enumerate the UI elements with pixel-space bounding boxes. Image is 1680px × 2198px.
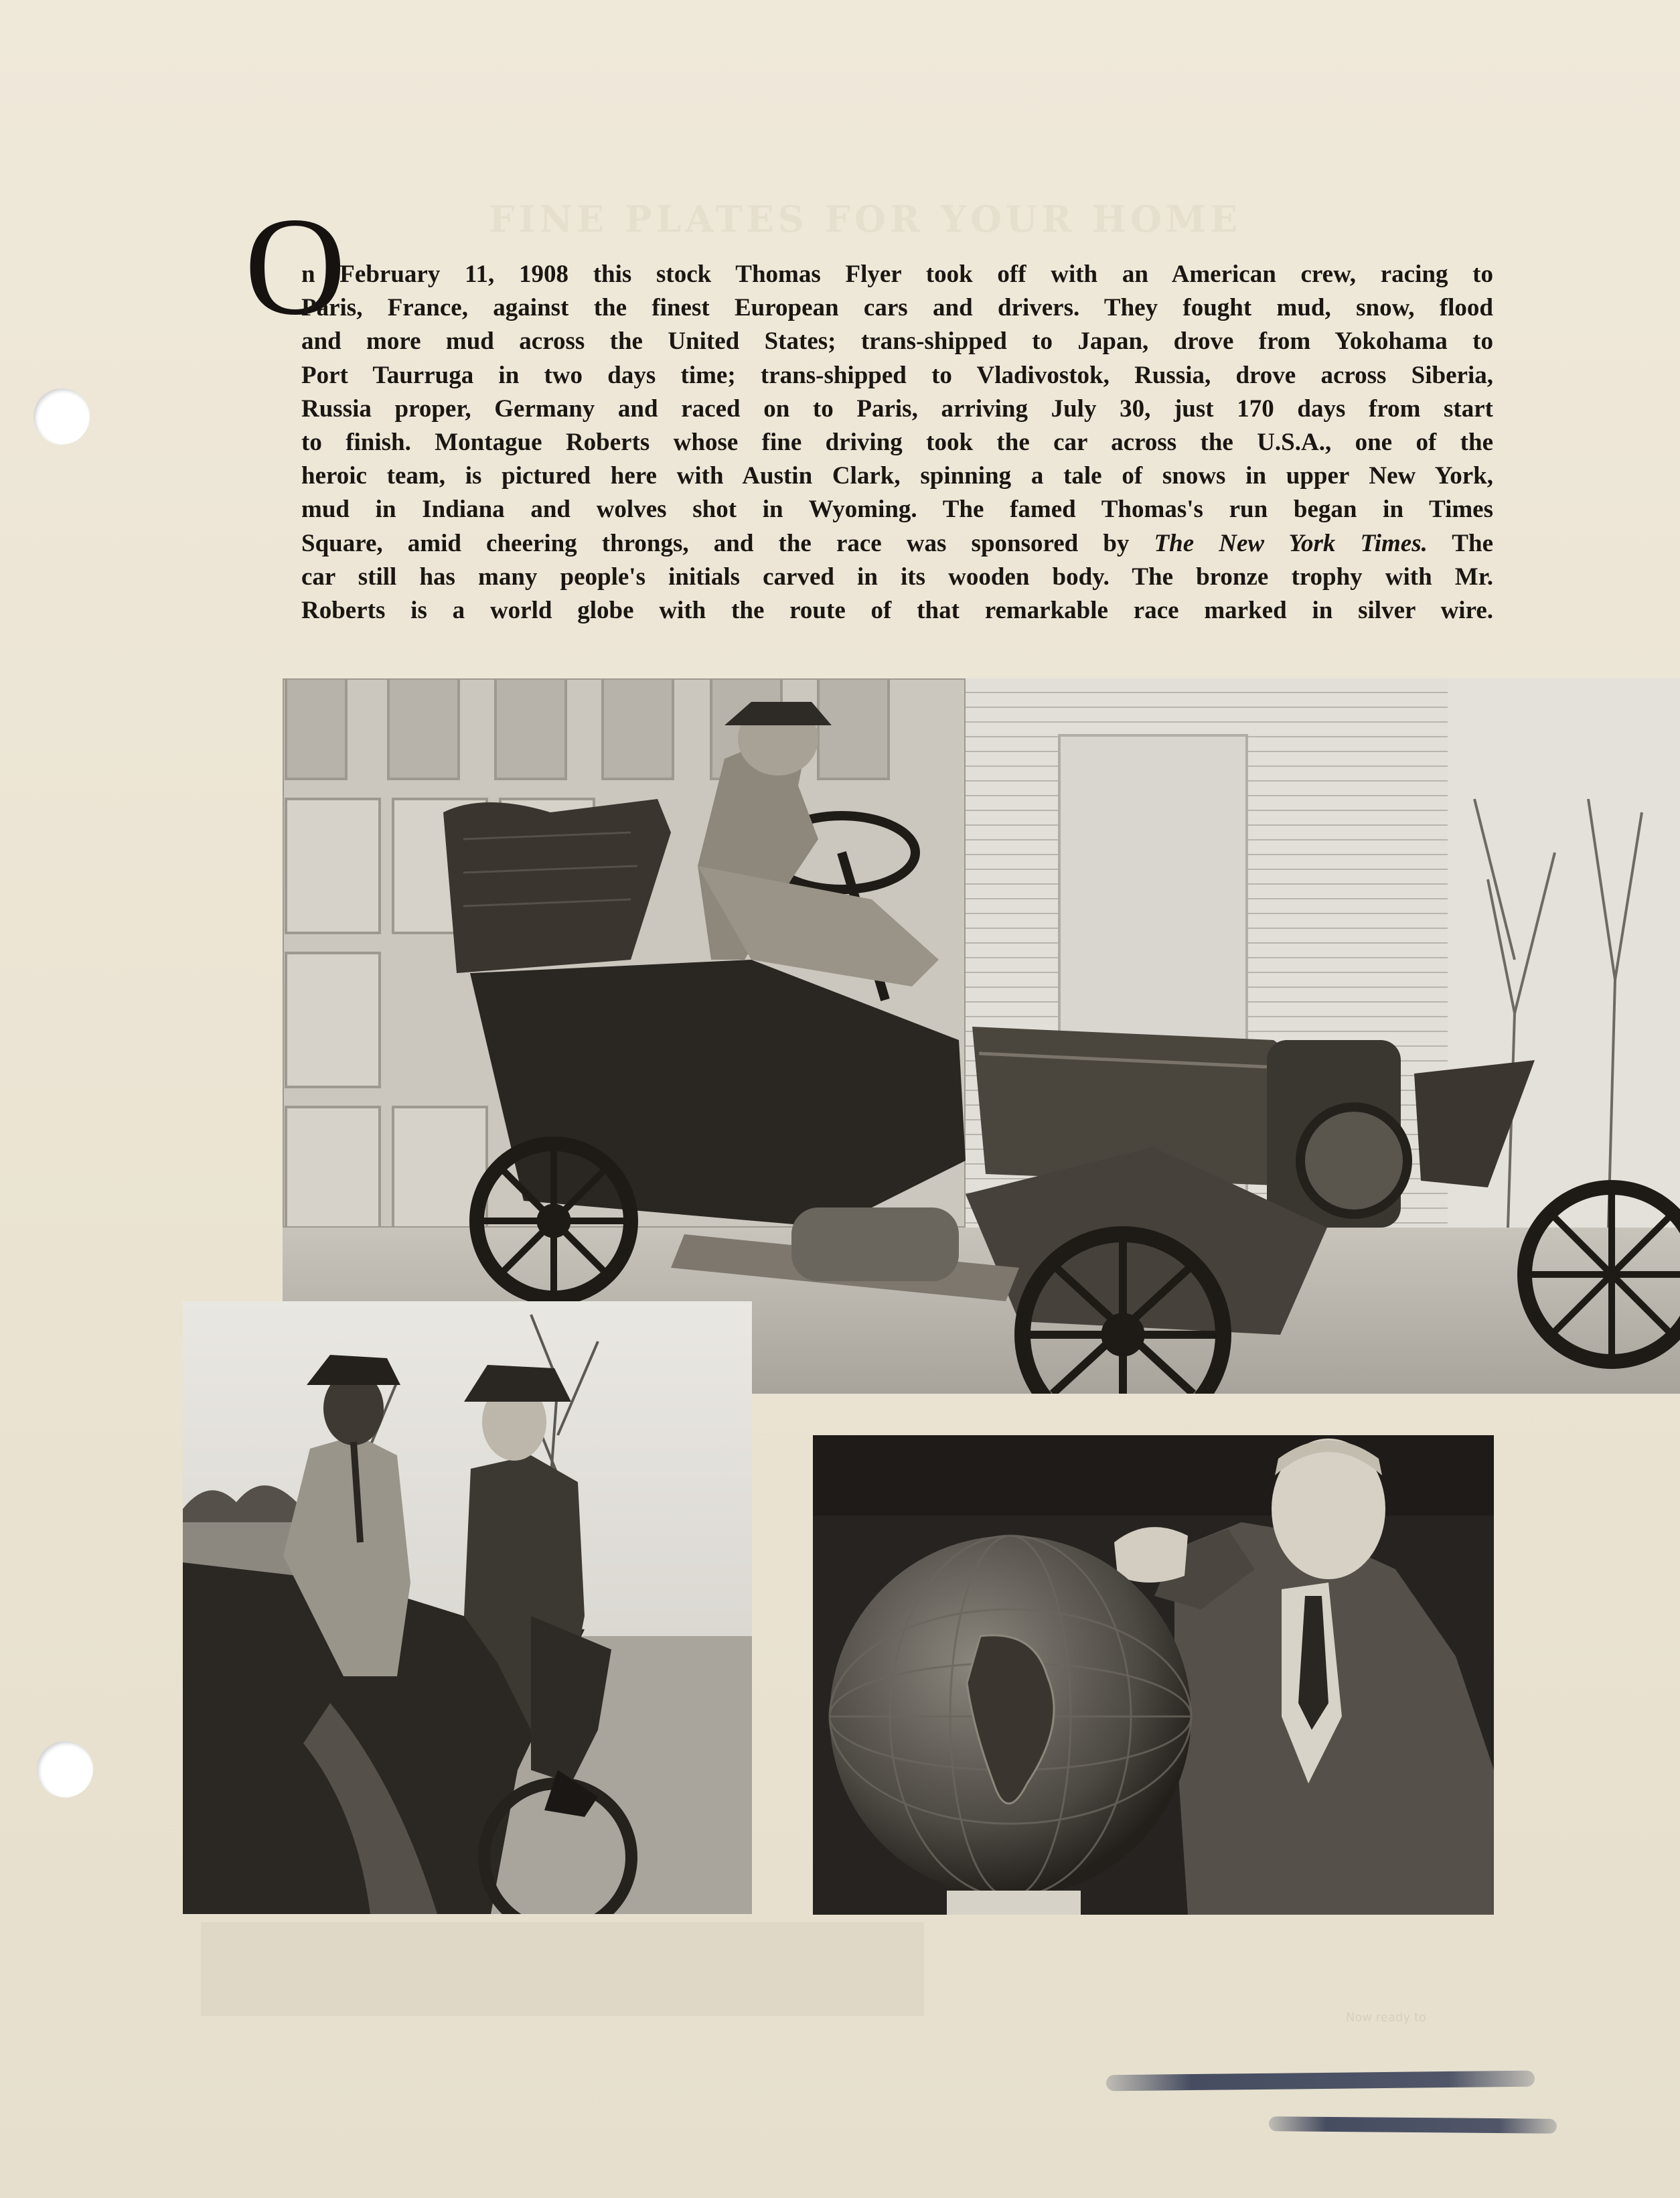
article-body — [301, 258, 1493, 628]
globe-trophy-photo — [813, 1435, 1494, 1915]
crayon-mark — [1106, 2071, 1535, 2092]
article-line: Paris, France, against the finest European cars and drivers. They fought mud, snow, flood — [301, 294, 1493, 322]
article-line: Port Taurruga in two days time; trans-shipped to Vladivostok, Russia, drove across Siberia, — [301, 361, 1493, 389]
roberts-and-clark-photo — [183, 1301, 752, 1914]
article-line-part: The — [1427, 529, 1493, 557]
article-line: to finish. Montague Roberts whose fine driving took the car across the U.S.A., one of the — [301, 429, 1493, 457]
bleed-through-note: Now ready to — [1346, 2010, 1426, 2025]
article-line: car still has many people's initials carved in its wooden body. The bronze trophy with Mr. — [301, 563, 1493, 591]
article-line: mud in Indiana and wolves shot in Wyoming. The famed Thomas's run began in Times — [301, 496, 1493, 524]
thomas-flyer-car-photo — [283, 678, 1680, 1394]
bleed-through-title: FINE PLATES FOR YOUR HOME — [489, 198, 1241, 240]
drop-cap: O — [244, 189, 346, 344]
article-line: Roberts is a world globe with the route of that remarkable race marked in silver wire. — [301, 597, 1493, 625]
article-line: n February 11, 1908 this stock Thomas Flyer took off with an American crew, racing to — [301, 261, 1493, 288]
article-line — [301, 527, 1493, 561]
article-line: Russia proper, Germany and raced on to Paris, arriving July 30, just 170 days from start — [301, 394, 1493, 423]
article-line-part: Square, amid cheering throngs, and the race was sponsored by — [301, 529, 1154, 557]
punch-hole-bottom — [37, 1741, 93, 1798]
article-line: and more mud across the United States; trans-shipped to Japan, drove from Yokohama to — [301, 327, 1493, 356]
article-line: heroic team, is pictured here with Austin Clark, spinning a tale of snows in upper New York, — [301, 462, 1493, 490]
punch-hole-top — [33, 388, 90, 445]
bleed-through-block — [201, 1922, 924, 2016]
newspaper-title: The New York Times. — [1154, 529, 1428, 557]
crayon-mark — [1269, 2116, 1557, 2134]
